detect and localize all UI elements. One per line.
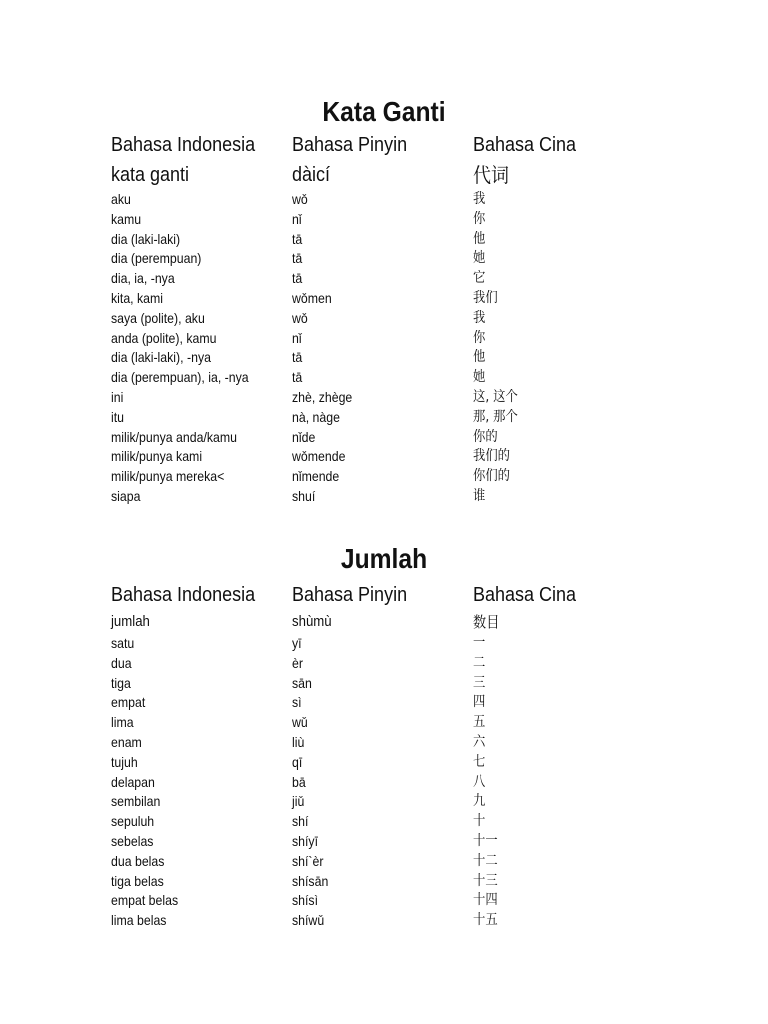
cell-pinyin: nǐmende — [292, 468, 340, 485]
cell-indonesian: lima belas — [111, 912, 167, 929]
table-row — [0, 733, 768, 753]
table-row — [0, 832, 768, 852]
table-row — [0, 792, 768, 812]
cell-chinese: 六 — [473, 733, 486, 750]
cell-indonesian: saya (polite), aku — [111, 309, 205, 326]
pronouns-title: Kata Ganti — [322, 96, 446, 127]
table-row — [0, 911, 768, 931]
cell-chinese: 你的 — [473, 428, 498, 445]
cell-pinyin: shísì — [292, 892, 319, 909]
table-row — [0, 348, 768, 368]
cell-chinese: 五 — [473, 714, 486, 731]
cell-pinyin: wǔ — [292, 714, 308, 731]
cell-pinyin: shí — [292, 813, 309, 830]
cell-indonesian: dua — [111, 654, 132, 671]
cell-indonesian: tiga belas — [111, 872, 164, 889]
table-row — [0, 249, 768, 269]
cell-pinyin: nǐde — [292, 428, 316, 445]
cell-chinese: 他 — [473, 230, 486, 247]
cell-indonesian: dia (laki-laki), -nya — [111, 349, 211, 366]
table-row — [0, 269, 768, 289]
cell-pinyin: zhè, zhège — [292, 388, 353, 405]
cell-indonesian: sembilan — [111, 793, 161, 810]
cell-pinyin: shí`èr — [292, 852, 324, 869]
cell-chinese: 十四 — [473, 892, 498, 909]
cell-pinyin: wǒ — [292, 309, 308, 326]
cell-chinese: 十五 — [473, 912, 498, 929]
cell-chinese: 她 — [473, 369, 486, 386]
pronouns-section — [0, 96, 768, 507]
cell-chinese: 她 — [473, 250, 486, 267]
cell-chinese: 我们的 — [473, 448, 510, 465]
cell-chinese: 二 — [473, 654, 486, 671]
table-row — [0, 891, 768, 911]
subheader-pinyin: shùmù — [292, 613, 332, 630]
cell-indonesian: siapa — [111, 487, 141, 504]
cell-chinese: 八 — [473, 773, 486, 790]
cell-indonesian: dua belas — [111, 852, 165, 869]
cell-indonesian: empat — [111, 694, 146, 711]
cell-pinyin: shíwǔ — [292, 912, 325, 929]
pronouns-header-row — [0, 132, 768, 162]
cell-indonesian: anda (polite), kamu — [111, 329, 217, 346]
cell-pinyin: sì — [292, 694, 302, 711]
cell-chinese: 我们 — [473, 289, 498, 306]
subheader-chinese: 数目 — [473, 613, 500, 631]
cell-chinese: 我 — [473, 191, 486, 207]
cell-pinyin: shíyī — [292, 832, 319, 849]
cell-indonesian: tujuh — [111, 753, 138, 770]
table-row — [0, 447, 768, 467]
cell-chinese: 七 — [473, 753, 486, 770]
cell-pinyin: tā — [292, 230, 303, 247]
header-pinyin: Bahasa Pinyin — [292, 134, 408, 156]
cell-pinyin: èr — [292, 654, 303, 671]
table-row — [0, 773, 768, 793]
table-row — [0, 634, 768, 654]
table-row — [0, 368, 768, 388]
table-row — [0, 693, 768, 713]
cell-chinese: 你 — [473, 210, 486, 227]
cell-indonesian: dia, ia, -nya — [111, 270, 175, 287]
table-row — [0, 210, 768, 230]
cell-pinyin: nǐ — [292, 210, 302, 227]
table-row — [0, 467, 768, 487]
cell-chinese: 三 — [473, 674, 486, 691]
cell-indonesian: sebelas — [111, 832, 154, 849]
cell-indonesian: dia (laki-laki) — [111, 230, 181, 247]
cell-pinyin: shísān — [292, 872, 329, 889]
cell-indonesian: ini — [111, 388, 124, 405]
table-row — [0, 230, 768, 250]
cell-indonesian: itu — [111, 408, 125, 425]
table-row — [0, 408, 768, 428]
cell-pinyin: shuí — [292, 487, 316, 504]
table-row — [0, 852, 768, 872]
cell-chinese: 这, 这个 — [473, 388, 518, 405]
header-indonesian: Bahasa Indonesia — [111, 134, 256, 156]
cell-indonesian: milik/punya kami — [111, 448, 203, 465]
table-row — [0, 289, 768, 309]
cell-pinyin: jiǔ — [292, 793, 305, 810]
cell-indonesian: dia (perempuan), ia, -nya — [111, 369, 249, 386]
cell-pinyin: tā — [292, 369, 303, 386]
cell-indonesian: sepuluh — [111, 813, 155, 830]
cell-chinese: 一 — [473, 635, 486, 651]
cell-pinyin: nà, nàge — [292, 408, 340, 425]
subheader-pinyin: dàicí — [292, 164, 331, 186]
subheader-chinese: 代词 — [473, 163, 509, 187]
cell-indonesian: kamu — [111, 210, 142, 227]
table-row — [0, 812, 768, 832]
cell-chinese: 十三 — [473, 872, 498, 889]
header-pinyin: Bahasa Pinyin — [292, 584, 408, 606]
cell-chinese: 那, 那个 — [473, 408, 518, 425]
table-row — [0, 190, 768, 210]
table-row — [0, 713, 768, 733]
table-row — [0, 654, 768, 674]
subheader-indonesian: kata ganti — [111, 164, 190, 186]
cell-indonesian: satu — [111, 635, 135, 651]
header-chinese: Bahasa Cina — [473, 584, 577, 606]
cell-indonesian: milik/punya mereka< — [111, 468, 225, 485]
table-row — [0, 753, 768, 773]
cell-pinyin: tā — [292, 349, 303, 366]
cell-chinese: 十一 — [473, 832, 498, 849]
subheader-indonesian: jumlah — [111, 613, 150, 630]
table-row — [0, 487, 768, 507]
numbers-header-row — [0, 582, 768, 612]
cell-pinyin: tā — [292, 250, 303, 267]
table-row — [0, 329, 768, 349]
cell-pinyin: wǒmende — [292, 448, 346, 465]
numbers-title: Jumlah — [340, 543, 428, 574]
cell-chinese: 四 — [473, 694, 486, 711]
numbers-subheader-row — [0, 612, 768, 634]
header-indonesian: Bahasa Indonesia — [111, 584, 256, 606]
cell-indonesian: delapan — [111, 773, 155, 790]
cell-indonesian: kita, kami — [111, 289, 164, 306]
header-chinese: Bahasa Cina — [473, 134, 577, 156]
cell-indonesian: milik/punya anda/kamu — [111, 428, 238, 445]
cell-pinyin: bā — [292, 773, 306, 790]
pronouns-list — [0, 190, 768, 507]
cell-chinese: 十 — [473, 813, 486, 830]
cell-chinese: 你们的 — [473, 468, 510, 485]
cell-indonesian: aku — [111, 191, 131, 207]
cell-pinyin: liù — [292, 733, 305, 750]
cell-chinese: 他 — [473, 349, 486, 366]
cell-indonesian: enam — [111, 733, 142, 750]
cell-chinese: 九 — [473, 793, 486, 810]
cell-pinyin: yī — [292, 635, 302, 651]
cell-chinese: 十二 — [473, 852, 498, 869]
cell-chinese: 你 — [473, 329, 486, 346]
table-row — [0, 388, 768, 408]
numbers-section — [0, 543, 768, 931]
table-row — [0, 309, 768, 329]
cell-pinyin: tā — [292, 270, 303, 287]
table-row — [0, 872, 768, 892]
table-row — [0, 428, 768, 448]
cell-chinese: 谁 — [473, 487, 486, 504]
cell-indonesian: lima — [111, 714, 134, 731]
cell-chinese: 它 — [473, 270, 486, 287]
pronouns-subheader-row — [0, 162, 768, 192]
table-row — [0, 674, 768, 694]
cell-chinese: 我 — [473, 309, 486, 326]
cell-indonesian: empat belas — [111, 892, 179, 909]
cell-pinyin: wǒmen — [292, 289, 332, 306]
cell-pinyin: qī — [292, 753, 303, 770]
cell-pinyin: nǐ — [292, 329, 302, 346]
cell-indonesian: dia (perempuan) — [111, 250, 202, 267]
cell-pinyin: sān — [292, 674, 312, 691]
cell-indonesian: tiga — [111, 674, 131, 691]
numbers-list — [0, 634, 768, 931]
cell-pinyin: wǒ — [292, 191, 308, 207]
